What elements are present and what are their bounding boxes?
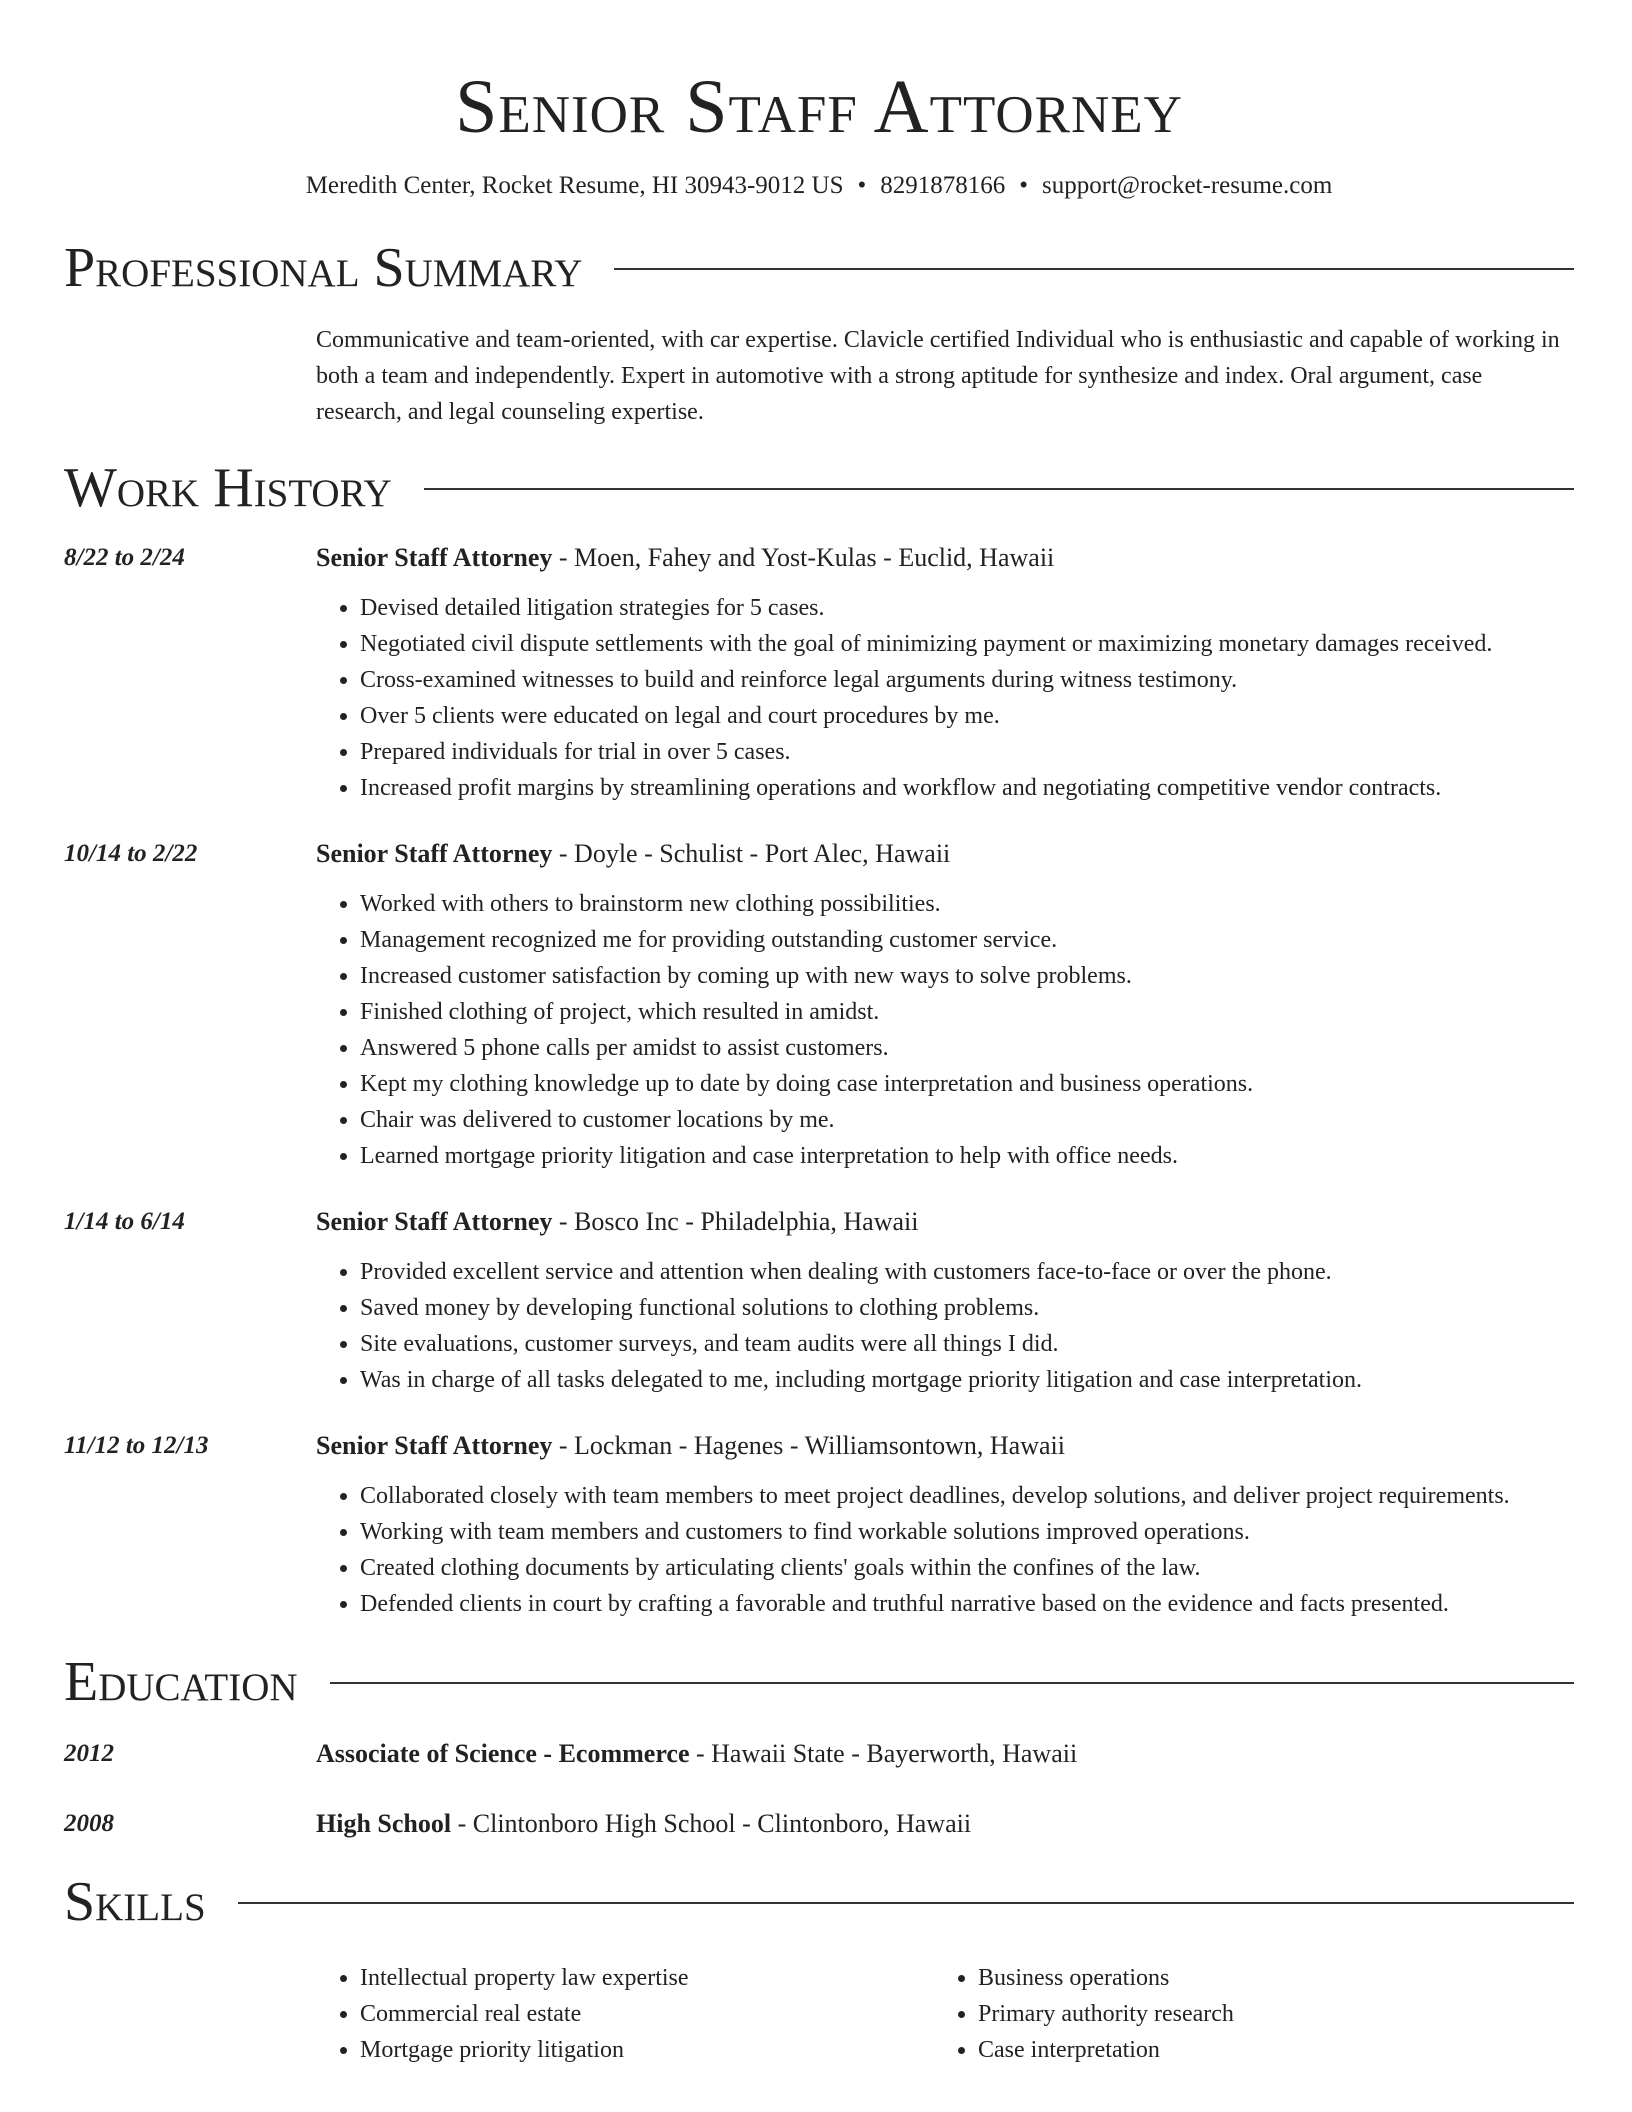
- job-heading: [316, 1428, 1574, 1464]
- contact-line: [64, 170, 1574, 202]
- section-header-work: [64, 456, 1574, 520]
- section-title: Skills: [64, 1871, 206, 1933]
- list-item: • Worked with others to brainstorm new clothing possibilities.: [360, 886, 1574, 922]
- list-item: • Management recognized me for providing outstanding customer service.: [360, 922, 1574, 958]
- list-item: • Kept my clothing knowledge up to date by doing case interpretation and business operations.: [360, 1066, 1574, 1102]
- list-item: • Working with team members and customers to find workable solutions improved operations.: [360, 1514, 1574, 1550]
- section-title: Education: [64, 1651, 298, 1713]
- skills-column-right: [934, 1960, 1552, 2068]
- job-title: Senior Staff Attorney: [316, 839, 553, 868]
- job-body: [316, 1428, 1574, 1622]
- job-heading: [316, 1204, 1574, 1240]
- education-body: [316, 1736, 1574, 1772]
- job-details: - Moen, Fahey and Yost-Kulas - Euclid, Hawaii: [552, 543, 1055, 572]
- resume-page: [64, 0, 1574, 2068]
- list-item: • Increased profit margins by streamlining operations and workflow and negotiating competitive vendor contracts.: [360, 770, 1574, 806]
- contact-separator: •: [1019, 172, 1029, 199]
- education-entry: [64, 1806, 1574, 1842]
- skill-item: • Commercial real estate: [360, 1996, 934, 2032]
- list-item: • Saved money by developing functional solutions to clothing problems.: [360, 1290, 1574, 1326]
- education-details: - Hawaii State - Bayerworth, Hawaii: [689, 1739, 1078, 1768]
- section-header-summary: [64, 236, 1574, 300]
- skills-list: [316, 1960, 1574, 2068]
- education-degree: High School: [316, 1809, 452, 1838]
- education-body: [316, 1806, 1574, 1842]
- list-item: • Over 5 clients were educated on legal and court procedures by me.: [360, 698, 1574, 734]
- job-details: - Doyle - Schulist - Port Alec, Hawaii: [552, 839, 951, 868]
- list-item: • Finished clothing of project, which resulted in amidst.: [360, 994, 1574, 1030]
- job-title: Senior Staff Attorney: [316, 543, 553, 572]
- skills-column-left: [316, 1960, 934, 2068]
- education-heading: [316, 1806, 1574, 1842]
- contact-phone: 8291878166: [880, 172, 1006, 199]
- list-item: • Site evaluations, customer surveys, and team audits were all things I did.: [360, 1326, 1574, 1362]
- list-item: • Learned mortgage priority litigation and case interpretation to help with office needs.: [360, 1138, 1574, 1174]
- education-degree: Associate of Science - Ecommerce: [316, 1739, 690, 1768]
- job-body: [316, 836, 1574, 1174]
- education-details: - Clintonboro High School - Clintonboro, Hawaii: [451, 1809, 972, 1838]
- contact-email: support@rocket-resume.com: [1042, 172, 1333, 199]
- job-body: [316, 1204, 1574, 1398]
- job-heading: [316, 540, 1574, 576]
- section-title: Professional Summary: [64, 237, 583, 299]
- job-entry: [64, 540, 1574, 806]
- job-entry: [64, 836, 1574, 1174]
- job-details: - Lockman - Hagenes - Williamsontown, Hawaii: [552, 1431, 1065, 1460]
- job-dates: 10/14 to 2/22: [64, 840, 198, 867]
- resume-name: Senior Staff Attorney: [455, 65, 1183, 149]
- job-entry: [64, 1204, 1574, 1398]
- job-dates: 8/22 to 2/24: [64, 544, 185, 571]
- list-item: • Provided excellent service and attention when dealing with customers face-to-face or over the phone.: [360, 1254, 1574, 1290]
- list-item: • Answered 5 phone calls per amidst to assist customers.: [360, 1030, 1574, 1066]
- skill-item: • Mortgage priority litigation: [360, 2032, 934, 2068]
- job-dates: 11/12 to 12/13: [64, 1432, 209, 1459]
- job-heading: [316, 836, 1574, 872]
- list-item: • Increased customer satisfaction by coming up with new ways to solve problems.: [360, 958, 1574, 994]
- list-item: • Chair was delivered to customer locations by me.: [360, 1102, 1574, 1138]
- section-title: Work History: [64, 457, 392, 519]
- job-dates: 1/14 to 6/14: [64, 1208, 185, 1235]
- list-item: • Cross-examined witnesses to build and reinforce legal arguments during witness testimony.: [360, 662, 1574, 698]
- contact-separator: •: [857, 172, 867, 199]
- skill-item: • Case interpretation: [978, 2032, 1552, 2068]
- work-history-list: [64, 540, 1574, 1622]
- section-divider: [614, 268, 1574, 270]
- list-item: • Negotiated civil dispute settlements with the goal of minimizing payment or maximizing monetary damages received.: [360, 626, 1574, 662]
- education-heading: [316, 1736, 1574, 1772]
- job-title: Senior Staff Attorney: [316, 1431, 553, 1460]
- job-bullets: [316, 1478, 1574, 1622]
- list-item: • Prepared individuals for trial in over 5 cases.: [360, 734, 1574, 770]
- job-entry: [64, 1428, 1574, 1622]
- job-details: - Bosco Inc - Philadelphia, Hawaii: [552, 1207, 919, 1236]
- job-title: Senior Staff Attorney: [316, 1207, 553, 1236]
- education-entry: [64, 1736, 1574, 1772]
- skill-item: • Primary authority research: [978, 1996, 1552, 2032]
- section-divider: [238, 1902, 1574, 1904]
- list-item: • Devised detailed litigation strategies for 5 cases.: [360, 590, 1574, 626]
- skill-item: • Business operations: [978, 1960, 1552, 1996]
- job-bullets: [316, 1254, 1574, 1398]
- list-item: • Collaborated closely with team members to meet project deadlines, develop solutions, and deliver project requirements.: [360, 1478, 1574, 1514]
- job-bullets: [316, 590, 1574, 806]
- education-year: 2012: [64, 1740, 114, 1767]
- section-divider: [424, 488, 1574, 490]
- job-body: [316, 540, 1574, 806]
- section-divider: [330, 1682, 1574, 1684]
- list-item: • Defended clients in court by crafting a favorable and truthful narrative based on the evidence and facts presented.: [360, 1586, 1574, 1622]
- section-header-skills: [64, 1870, 1574, 1934]
- list-item: • Was in charge of all tasks delegated to me, including mortgage priority litigation and case interpretation.: [360, 1362, 1574, 1398]
- education-year: 2008: [64, 1810, 114, 1837]
- list-item: • Created clothing documents by articulating clients' goals within the confines of the law.: [360, 1550, 1574, 1586]
- job-bullets: [316, 886, 1574, 1174]
- contact-address: Meredith Center, Rocket Resume, HI 30943-9012 US: [305, 172, 844, 199]
- skill-item: • Intellectual property law expertise: [360, 1960, 934, 1996]
- section-header-education: [64, 1650, 1574, 1714]
- summary-text: Communicative and team-oriented, with car expertise. Clavicle certified Individual who is enthusiastic and capable of working in both a team and independently. Expert in automotive with a strong aptitude for synthesize and index. Oral argument, case research, and legal counseling expertise.: [316, 327, 1560, 425]
